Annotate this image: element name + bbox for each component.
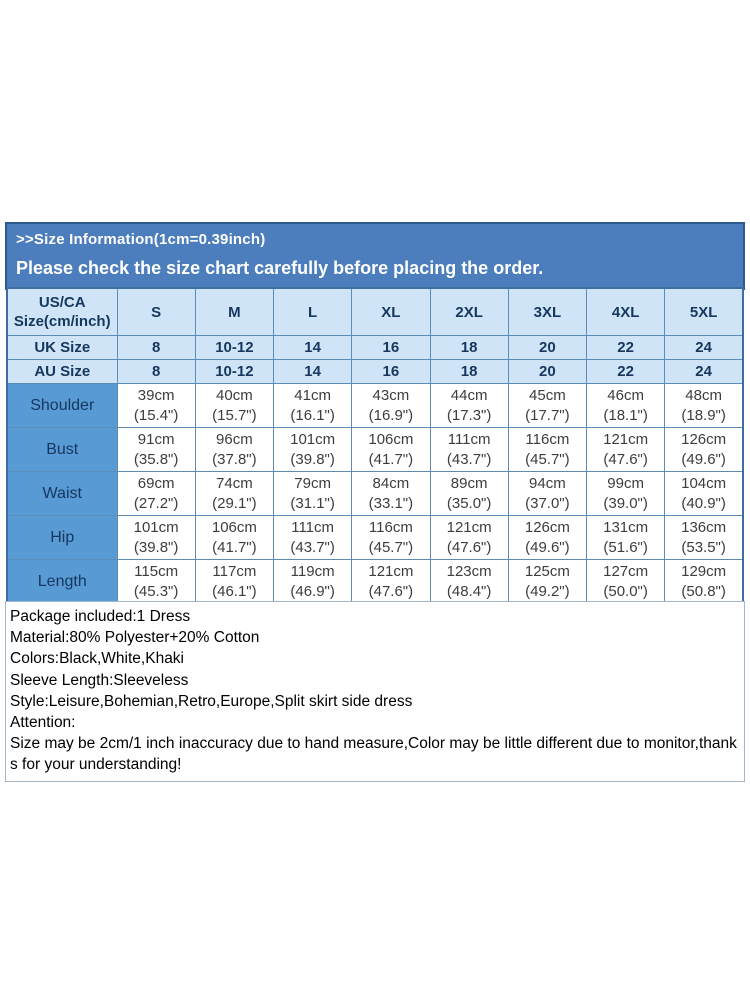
measurement-cell: 101cm (39.8") (274, 428, 352, 472)
au-size-value: 10-12 (195, 360, 273, 384)
au-size-value: 24 (665, 360, 743, 384)
measurement-cell: 136cm (53.5") (665, 516, 743, 560)
uk-size-value: 24 (665, 336, 743, 360)
measurement-cell: 106cm (41.7") (352, 428, 430, 472)
measurement-cell: 99cm (39.0") (587, 472, 665, 516)
measurement-row-bust (7, 428, 743, 472)
size-col-header: 5XL (665, 288, 743, 336)
measurement-label: Bust (7, 428, 117, 472)
size-info-banner (5, 222, 745, 290)
size-col-header: XL (352, 288, 430, 336)
measurement-cell: 111cm (43.7") (430, 428, 508, 472)
size-col-header: 4XL (587, 288, 665, 336)
measurement-cell: 126cm (49.6") (665, 428, 743, 472)
measurement-cell: 101cm (39.8") (117, 516, 195, 560)
au-size-label: AU Size (7, 360, 117, 384)
uk-size-value: 14 (274, 336, 352, 360)
size-col-header: M (195, 288, 273, 336)
measurement-cell: 129cm (50.8") (665, 560, 743, 605)
measurement-cell: 121cm (47.6") (587, 428, 665, 472)
corner-header (7, 288, 117, 336)
measurement-cell: 121cm (47.6") (352, 560, 430, 605)
measurement-cell: 41cm (16.1") (274, 384, 352, 428)
detail-sleeve-length: Sleeve Length:Sleeveless (10, 671, 189, 689)
au-size-value: 20 (508, 360, 586, 384)
detail-style: Style:Leisure,Bohemian,Retro,Europe,Split skirt side dress (10, 692, 413, 710)
size-col-header: L (274, 288, 352, 336)
detail-attention-body: Size may be 2cm/1 inch inaccuracy due to hand measure,Color may be little different due to monitor,thanks for your understanding! (10, 735, 737, 774)
measurement-cell: 84cm (33.1") (352, 472, 430, 516)
size-col-header: S (117, 288, 195, 336)
corner-line2: Size(cm/inch) (13, 313, 111, 330)
detail-colors: Colors:Black,White,Khaki (10, 650, 185, 668)
au-size-value: 22 (587, 360, 665, 384)
au-size-row (7, 360, 743, 384)
size-header-row (7, 288, 743, 336)
measurement-cell: 115cm (45.3") (117, 560, 195, 605)
measurement-cell: 46cm (18.1") (587, 384, 665, 428)
measurement-cell: 106cm (41.7") (195, 516, 273, 560)
measurement-cell: 45cm (17.7") (508, 384, 586, 428)
measurement-cell: 69cm (27.2") (117, 472, 195, 516)
size-table (6, 287, 744, 605)
uk-size-label: UK Size (7, 336, 117, 360)
measurement-row-shoulder (7, 384, 743, 428)
measurement-row-hip (7, 516, 743, 560)
measurement-cell: 96cm (37.8") (195, 428, 273, 472)
measurement-label: Hip (7, 516, 117, 560)
uk-size-value: 18 (430, 336, 508, 360)
uk-size-value: 16 (352, 336, 430, 360)
measurement-cell: 121cm (47.6") (430, 516, 508, 560)
measurement-cell: 116cm (45.7") (352, 516, 430, 560)
measurement-cell: 117cm (46.1") (195, 560, 273, 605)
measurement-cell: 116cm (45.7") (508, 428, 586, 472)
size-col-header: 2XL (430, 288, 508, 336)
measurement-cell: 40cm (15.7") (195, 384, 273, 428)
measurement-cell: 39cm (15.4") (117, 384, 195, 428)
measurement-cell: 43cm (16.9") (352, 384, 430, 428)
product-details (5, 601, 745, 782)
size-col-header: 3XL (508, 288, 586, 336)
measurement-cell: 91cm (35.8") (117, 428, 195, 472)
measurement-cell: 131cm (51.6") (587, 516, 665, 560)
measurement-cell: 125cm (49.2") (508, 560, 586, 605)
measurement-cell: 104cm (40.9") (665, 472, 743, 516)
detail-package: Package included:1 Dress (10, 608, 191, 625)
au-size-value: 8 (117, 360, 195, 384)
measurement-label: Waist (7, 472, 117, 516)
measurement-row-waist (7, 472, 743, 516)
uk-size-value: 20 (508, 336, 586, 360)
measurement-cell: 89cm (35.0") (430, 472, 508, 516)
uk-size-value: 8 (117, 336, 195, 360)
measurement-cell: 119cm (46.9") (274, 560, 352, 605)
banner-title: >>Size Information(1cm=0.39inch) (16, 231, 266, 248)
au-size-value: 16 (352, 360, 430, 384)
uk-size-value: 10-12 (195, 336, 273, 360)
detail-attention-label: Attention: (10, 714, 76, 732)
uk-size-value: 22 (587, 336, 665, 360)
measurement-row-length (7, 560, 743, 605)
banner-subtitle: Please check the size chart carefully before placing the order. (16, 258, 544, 278)
measurement-cell: 74cm (29.1") (195, 472, 273, 516)
measurement-label: Shoulder (7, 384, 117, 428)
au-size-value: 18 (430, 360, 508, 384)
measurement-cell: 127cm (50.0") (587, 560, 665, 605)
measurement-cell: 48cm (18.9") (665, 384, 743, 428)
uk-size-row (7, 336, 743, 360)
measurement-label: Length (7, 560, 117, 605)
measurement-cell: 123cm (48.4") (430, 560, 508, 605)
measurement-cell: 79cm (31.1") (274, 472, 352, 516)
measurement-cell: 111cm (43.7") (274, 516, 352, 560)
measurement-cell: 44cm (17.3") (430, 384, 508, 428)
measurement-cell: 126cm (49.6") (508, 516, 586, 560)
au-size-value: 14 (274, 360, 352, 384)
corner-line1: US/CA (38, 294, 86, 311)
measurement-cell: 94cm (37.0") (508, 472, 586, 516)
detail-material: Material:80% Polyester+20% Cotton (10, 629, 260, 647)
